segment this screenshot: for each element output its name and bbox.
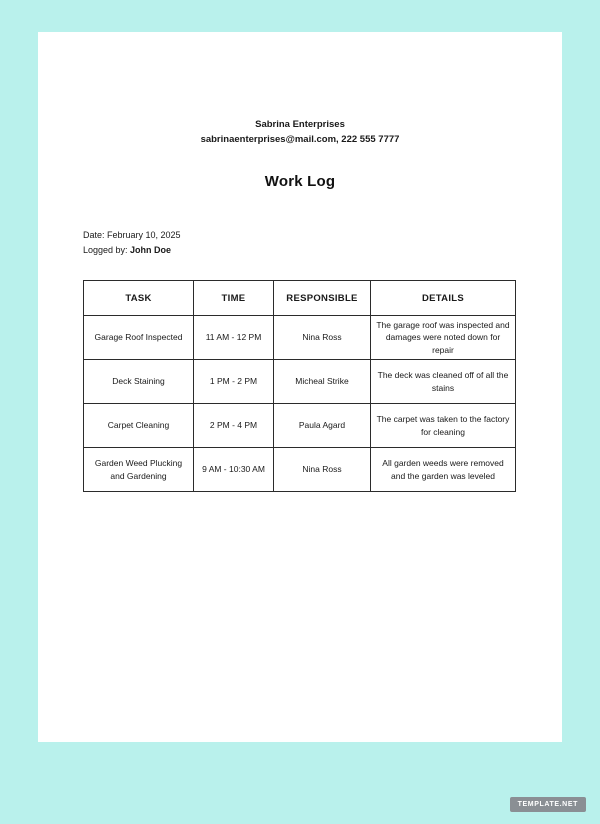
cell-details: All garden weeds were removed and the garden was leveled	[371, 448, 516, 492]
cell-time: 2 PM - 4 PM	[194, 404, 274, 448]
cell-task: Garden Weed Plucking and Gardening	[84, 448, 194, 492]
table-row	[84, 404, 516, 448]
cell-task: Deck Staining	[84, 360, 194, 404]
meta-logged-by-value: John Doe	[130, 245, 172, 256]
cell-responsible: Nina Ross	[274, 316, 371, 360]
cell-details: The deck was cleaned off of all the stains	[371, 360, 516, 404]
cell-time: 9 AM - 10:30 AM	[194, 448, 274, 492]
company-name: Sabrina Enterprises	[255, 119, 345, 130]
meta-date-label: Date:	[83, 230, 108, 241]
column-header-details: DETAILS	[371, 281, 516, 316]
meta-logged-by-label: Logged by:	[83, 245, 131, 256]
watermark-badge: TEMPLATE.NET	[510, 797, 586, 812]
meta-logged-by-row	[83, 243, 517, 258]
table-row	[84, 316, 516, 360]
cell-responsible: Micheal Strike	[274, 360, 371, 404]
cell-task: Garage Roof Inspected	[84, 316, 194, 360]
company-contact: sabrinaenterprises@mail.com, 222 555 7777	[200, 134, 400, 146]
meta-date-value: February 10, 2025	[107, 230, 181, 241]
column-header-task: TASK	[84, 281, 194, 316]
table-row	[84, 448, 516, 492]
table-row	[84, 360, 516, 404]
cell-responsible: Paula Agard	[274, 404, 371, 448]
cell-details: The garage roof was inspected and damages were noted down for repair	[371, 316, 516, 360]
table-header-row	[84, 281, 516, 316]
cell-task: Carpet Cleaning	[84, 404, 194, 448]
document-meta	[83, 228, 517, 258]
document-body	[38, 117, 562, 492]
cell-time: 1 PM - 2 PM	[194, 360, 274, 404]
company-header	[83, 117, 517, 147]
table-body	[84, 316, 516, 492]
document-page	[38, 32, 562, 742]
table-header	[84, 281, 516, 316]
cell-time: 11 AM - 12 PM	[194, 316, 274, 360]
column-header-responsible: RESPONSIBLE	[274, 281, 371, 316]
cell-details: The carpet was taken to the factory for cleaning	[371, 404, 516, 448]
meta-date-row	[83, 228, 517, 243]
work-log-table	[83, 280, 516, 492]
page-title: Work Log	[264, 173, 336, 191]
cell-responsible: Nina Ross	[274, 448, 371, 492]
column-header-time: TIME	[194, 281, 274, 316]
